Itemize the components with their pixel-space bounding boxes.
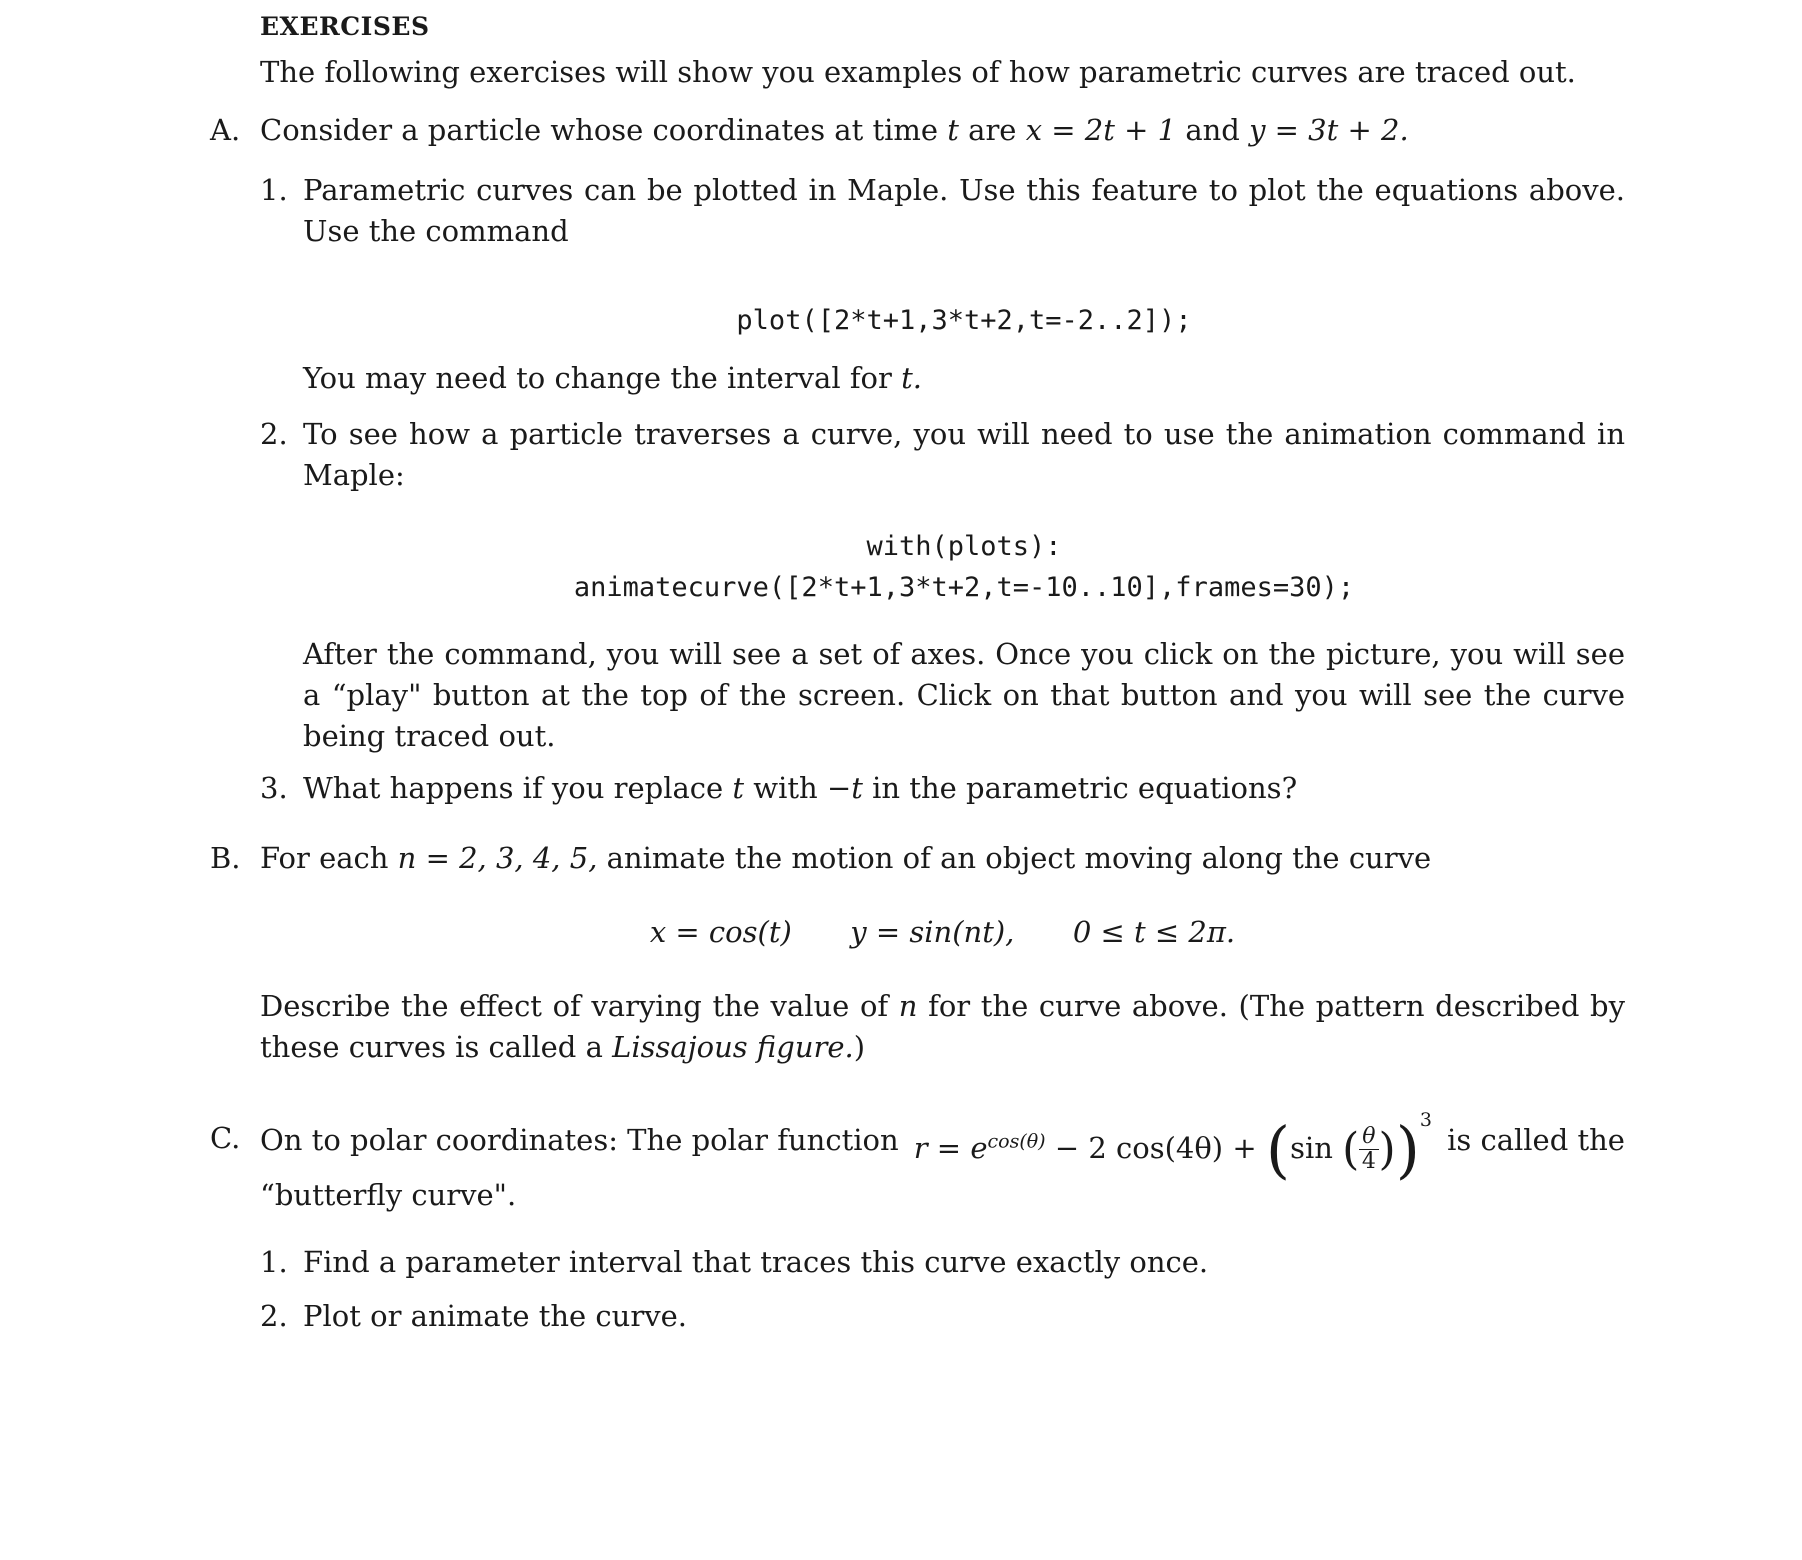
code-with-plots: with(plots): (866, 531, 1062, 562)
item-a1-label: 1. (260, 173, 288, 207)
item-c2-text: Plot or animate the curve. (303, 1299, 687, 1333)
item-a2-after: After the command, you will see a set of axes. Once you click on the picture, you will see a “play" button at the top of the screen. Click on that button and you will see the curve being traced out. (303, 637, 1625, 753)
butterfly-equation: $r = e^{cos(\theta)} - 2$ cos(4θ) + (sin ( $\frac{\theta}{4}$ ))$^3$ (913, 1108, 1433, 1186)
item-c1-text: Find a parameter interval that traces this curve exactly once. (303, 1245, 1209, 1279)
equation-x: x = 2t + 1 (1025, 113, 1177, 147)
lissajous-term: Lissajous figure. (612, 1030, 854, 1064)
exercise-a-label: A. (210, 113, 241, 147)
exercise-c-statement: On to polar coordinates: The polar function $r = e^{cos(\theta)} - 2$ cos(4θ) + (sin ( $\frac{\theta}{4}$ ))$^3$ is called the (260, 1090, 1625, 1190)
section-heading: EXERCISES (260, 12, 430, 41)
code-animatecurve: animatecurve([2*t+1,3*t+2,t=-10..10],frames=30); (573, 572, 1355, 603)
exercise-b-describe: Describe the effect of varying the value of n for the curve above. (The pattern described by these curves is called a Lissajous figure.) (260, 989, 1625, 1064)
exercise-c-line2: “butterfly curve". (260, 1178, 517, 1212)
item-a3-text: What happens if you replace t with −t in the parametric equations? (303, 771, 1298, 805)
item-c1-label: 1. (260, 1245, 288, 1279)
exercise-c-label: C. (210, 1121, 241, 1155)
exercise-b-statement: For each n = 2, 3, 4, 5, animate the motion of an object moving along the curve (260, 841, 1432, 875)
item-a3-label: 3. (260, 771, 288, 805)
item-a1-text: Parametric curves can be plotted in Maple. Use this feature to plot the equations above. Use the command (303, 173, 1625, 248)
item-c2-label: 2. (260, 1299, 288, 1333)
lissajous-equation: x = cos(t) y = sin(nt), 0 ≤ t ≤ 2π. (649, 915, 1236, 949)
intro-paragraph: The following exercises will show you examples of how parametric curves are traced out. (260, 55, 1576, 89)
equation-y: y = 3t + 2. (1249, 113, 1409, 147)
equation-n: n = 2, 3, 4, 5, (397, 841, 598, 875)
item-a1-after: You may need to change the interval for t. (303, 361, 922, 395)
theta-over-four: $\frac{\theta}{4}$ (1359, 1125, 1378, 1174)
exercise-b-label: B. (210, 841, 241, 875)
code-plot: plot([2*t+1,3*t+2,t=-2..2]); (736, 305, 1192, 336)
item-a2-text: To see how a particle traverses a curve, you will need to use the animation command in Maple: (303, 417, 1625, 492)
item-a2-label: 2. (260, 417, 288, 451)
exercise-a-statement: Consider a particle whose coordinates at time t are x = 2t + 1 and y = 3t + 2. (260, 113, 1409, 147)
